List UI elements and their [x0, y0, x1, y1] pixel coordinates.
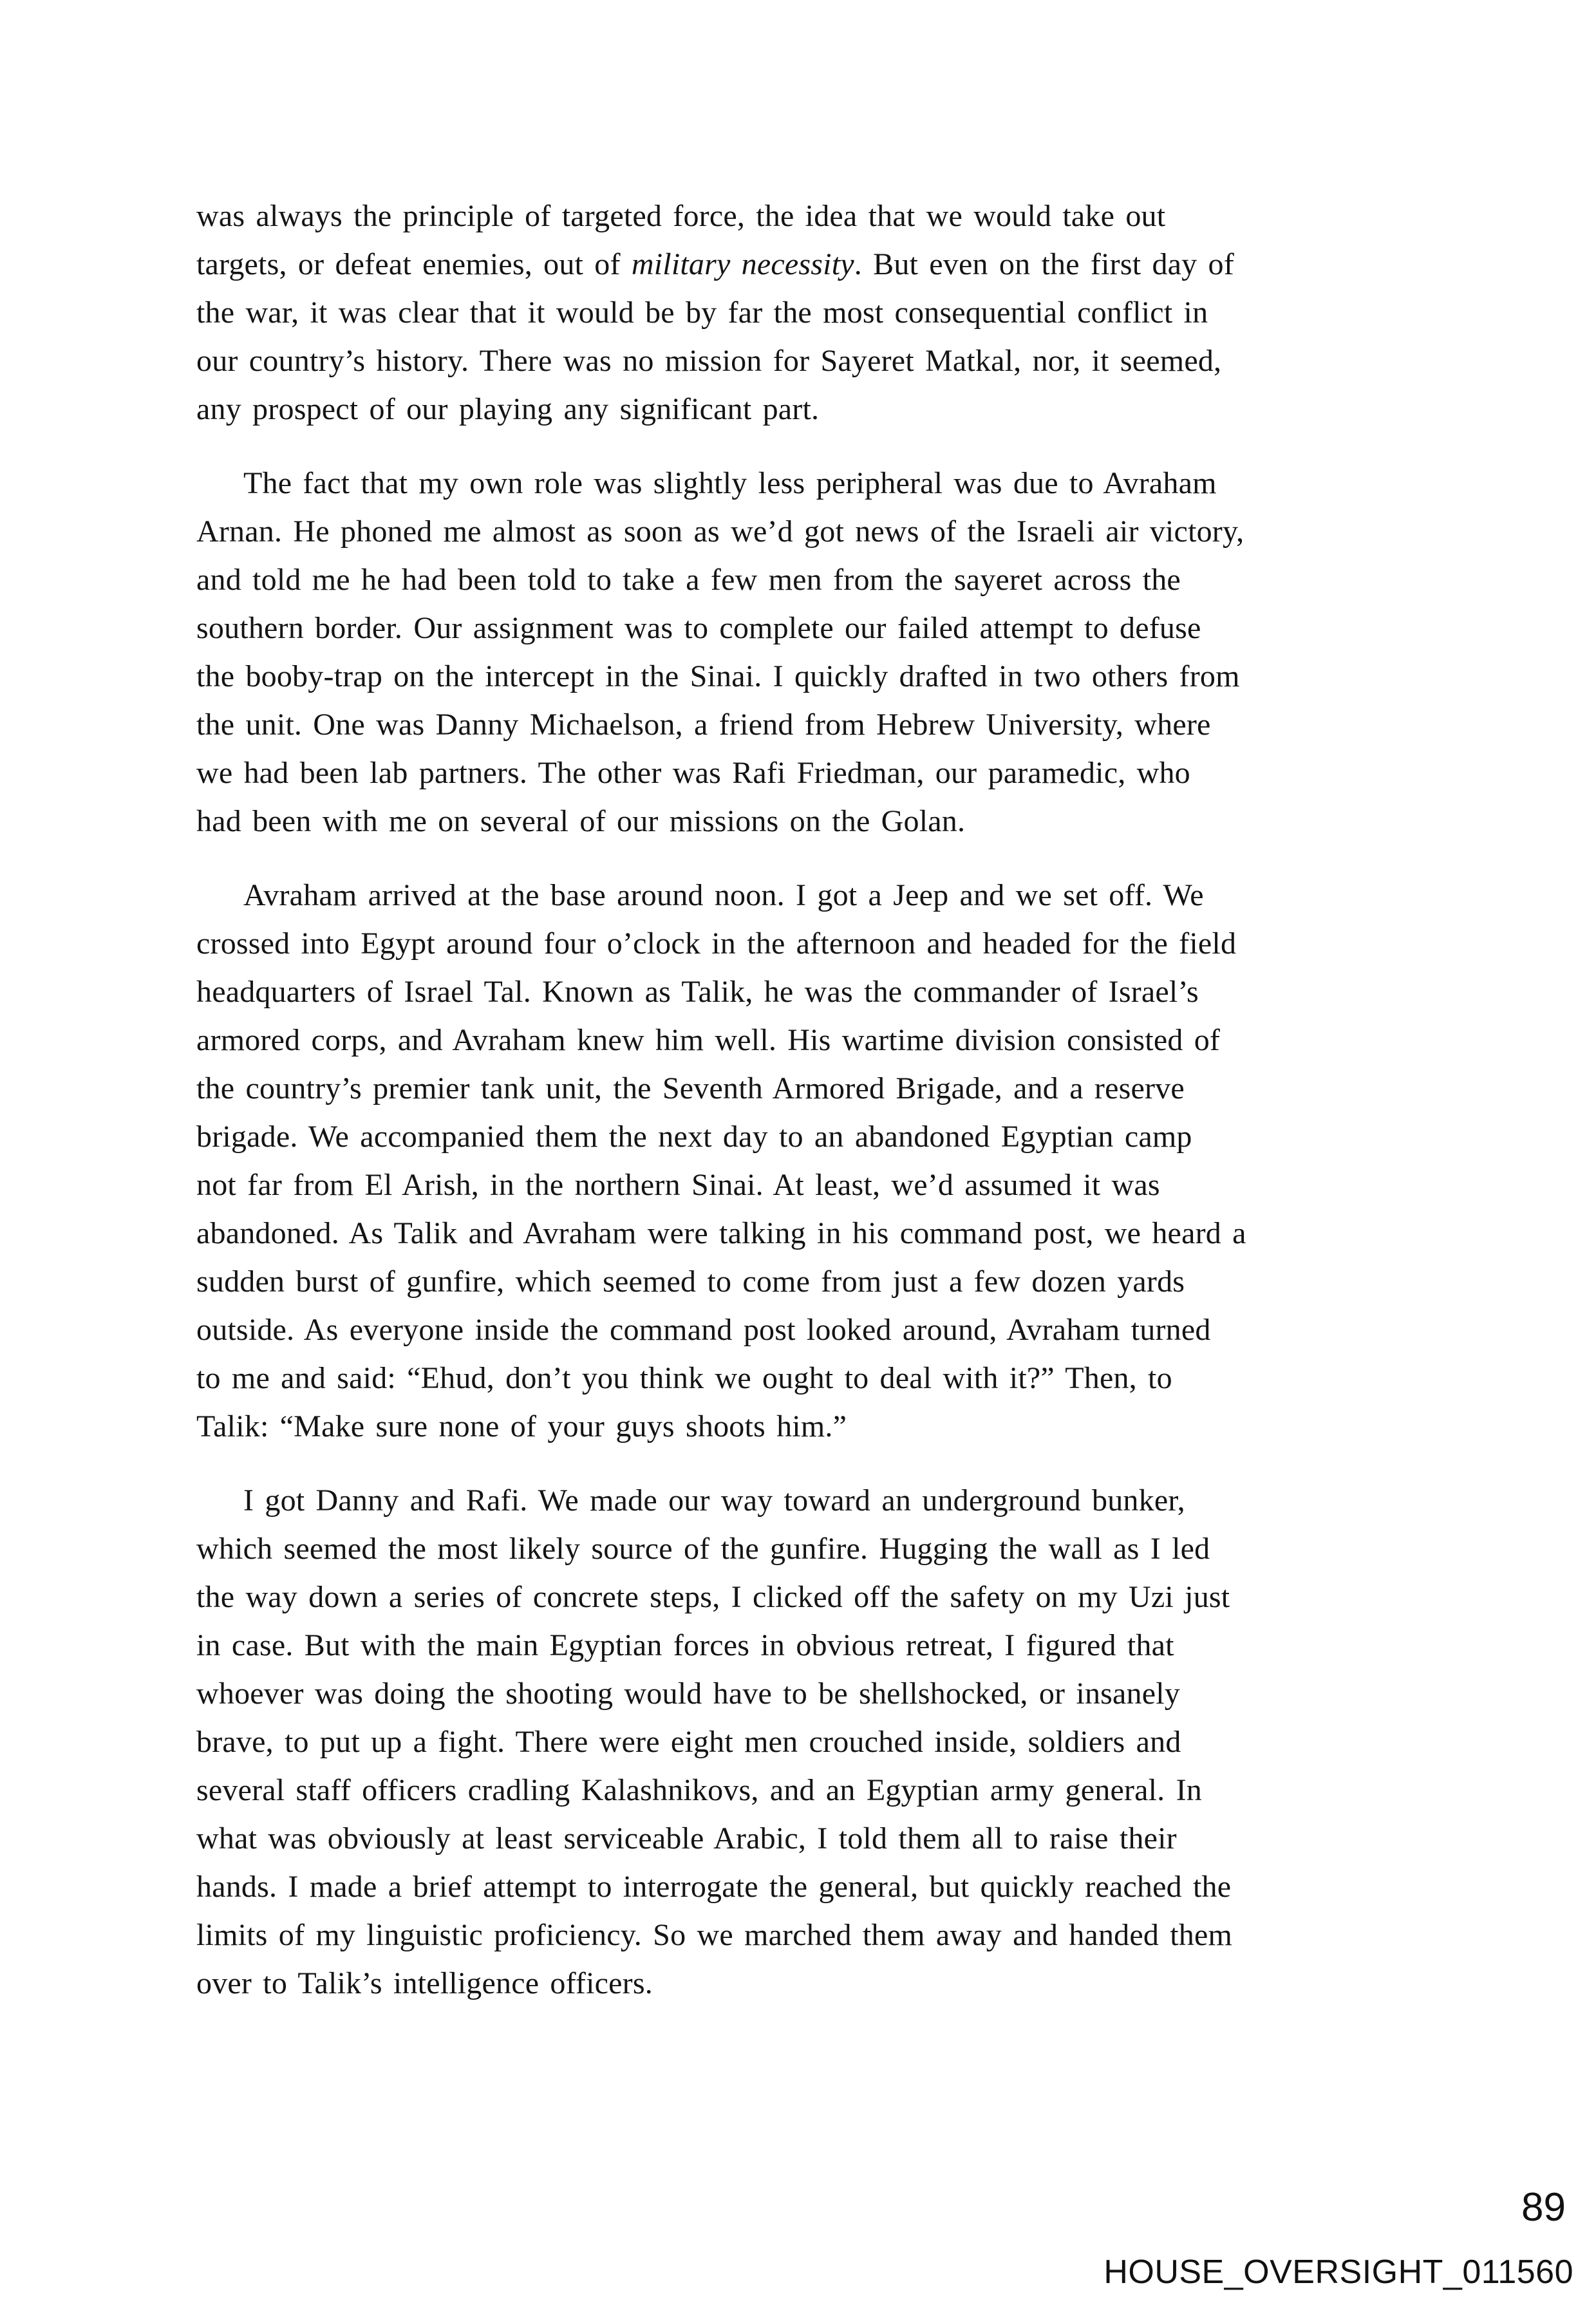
text-line	[196, 240, 1416, 288]
paragraph-2	[196, 459, 1416, 845]
text-segment: Avraham arrived at the base around noon. I got a Jeep and we set off. We	[243, 878, 1204, 912]
text-segment: the country’s premier tank unit, the Seventh Armored Brigade, and a reserve	[196, 1071, 1185, 1105]
text-line	[196, 968, 1416, 1016]
text-line	[196, 385, 1416, 433]
text-segment: crossed into Egypt around four o’clock in the afternoon and headed for the field	[196, 926, 1237, 961]
text-segment: to me and said: “Ehud, don’t you think we ought to deal with it?” Then, to	[196, 1361, 1172, 1395]
text-segment: what was obviously at least serviceable Arabic, I told them all to raise their	[196, 1821, 1177, 1856]
text-segment: . But even on the first day of	[854, 247, 1234, 281]
text-line	[196, 749, 1416, 797]
text-line	[196, 1209, 1416, 1257]
text-line	[196, 1573, 1416, 1621]
text-segment: our country’s history. There was no mission for Sayeret Matkal, nor, it seemed,	[196, 344, 1222, 378]
text-line	[196, 1718, 1416, 1766]
text-segment: sudden burst of gunfire, which seemed to come from just a few dozen yards	[196, 1264, 1185, 1299]
text-line	[196, 1911, 1416, 1959]
paragraph-3	[196, 871, 1416, 1451]
text-line	[196, 556, 1416, 604]
text-line	[196, 1476, 1416, 1525]
text-line	[196, 797, 1416, 845]
text-line	[196, 192, 1416, 240]
text-segment: the way down a series of concrete steps, I clicked off the safety on my Uzi just	[196, 1580, 1230, 1614]
text-segment: Talik: “Make sure none of your guys shoots him.”	[196, 1409, 847, 1443]
text-segment: several staff officers cradling Kalashnikovs, and an Egyptian army general. In	[196, 1773, 1202, 1807]
text-line	[196, 1621, 1416, 1669]
text-segment: hands. I made a brief attempt to interrogate the general, but quickly reached the	[196, 1870, 1232, 1904]
text-line	[196, 919, 1416, 968]
text-line	[196, 1064, 1416, 1113]
text-line	[196, 1257, 1416, 1306]
text-segment: and told me he had been told to take a few men from the sayeret across the	[196, 563, 1181, 597]
text-segment: headquarters of Israel Tal. Known as Talik, he was the commander of Israel’s	[196, 975, 1199, 1009]
text-line	[196, 652, 1416, 700]
text-segment: I got Danny and Rafi. We made our way toward an underground bunker,	[243, 1483, 1185, 1518]
text-line	[196, 288, 1416, 337]
text-line	[196, 1306, 1416, 1354]
text-segment: brigade. We accompanied them the next day to an abandoned Egyptian camp	[196, 1120, 1192, 1154]
text-line	[196, 1161, 1416, 1209]
text-segment: abandoned. As Talik and Avraham were talking in his command post, we heard a	[196, 1216, 1246, 1250]
text-segment: The fact that my own role was slightly less peripheral was due to Avraham	[243, 466, 1217, 500]
bates-stamp: HOUSE_OVERSIGHT_011560	[1103, 2253, 1573, 2291]
text-line	[196, 507, 1416, 556]
page-number: 89	[1521, 2185, 1566, 2230]
text-line	[196, 1402, 1416, 1451]
text-line	[196, 459, 1416, 507]
text-line	[196, 1814, 1416, 1863]
text-line	[196, 1766, 1416, 1814]
text-segment: southern border. Our assignment was to complete our failed attempt to defuse	[196, 611, 1201, 645]
text-line	[196, 337, 1416, 385]
text-segment: in case. But with the main Egyptian forces in obvious retreat, I figured that	[196, 1628, 1174, 1662]
text-line	[196, 1863, 1416, 1911]
text-line	[196, 1016, 1416, 1064]
text-segment: outside. As everyone inside the command post looked around, Avraham turned	[196, 1313, 1211, 1347]
text-segment: the war, it was clear that it would be by far the most consequential conflict in	[196, 296, 1208, 330]
text-segment: any prospect of our playing any significant part.	[196, 392, 820, 426]
text-segment: whoever was doing the shooting would have to be shellshocked, or insanely	[196, 1677, 1180, 1711]
text-block	[196, 192, 1416, 2033]
paragraph-1	[196, 192, 1416, 433]
text-line	[196, 1669, 1416, 1718]
text-segment: armored corps, and Avraham knew him well. His wartime division consisted of	[196, 1023, 1221, 1057]
italic-text-segment: military necessity	[631, 247, 854, 281]
text-segment: the booby-trap on the intercept in the Sinai. I quickly drafted in two others from	[196, 659, 1240, 693]
text-line	[196, 604, 1416, 652]
text-line	[196, 871, 1416, 919]
text-segment: which seemed the most likely source of the gunfire. Hugging the wall as I led	[196, 1532, 1210, 1566]
text-segment: over to Talik’s intelligence officers.	[196, 1966, 653, 2000]
text-segment: was always the principle of targeted force, the idea that we would take out	[196, 199, 1166, 233]
text-line	[196, 700, 1416, 749]
paragraph-4	[196, 1476, 1416, 2007]
text-segment: not far from El Arish, in the northern Sinai. At least, we’d assumed it was	[196, 1168, 1160, 1202]
text-segment: we had been lab partners. The other was Rafi Friedman, our paramedic, who	[196, 756, 1190, 790]
text-line	[196, 1525, 1416, 1573]
text-segment: Arnan. He phoned me almost as soon as we’d got news of the Israeli air victory,	[196, 514, 1244, 549]
text-line	[196, 1113, 1416, 1161]
text-segment: the unit. One was Danny Michaelson, a friend from Hebrew University, where	[196, 708, 1211, 742]
text-segment: targets, or defeat enemies, out of	[196, 247, 632, 281]
text-segment: limits of my linguistic proficiency. So we marched them away and handed them	[196, 1918, 1233, 1952]
text-segment: brave, to put up a fight. There were eight men crouched inside, soldiers and	[196, 1725, 1181, 1759]
text-line	[196, 1354, 1416, 1402]
text-segment: had been with me on several of our missions on the Golan.	[196, 804, 966, 838]
text-line	[196, 1959, 1416, 2007]
